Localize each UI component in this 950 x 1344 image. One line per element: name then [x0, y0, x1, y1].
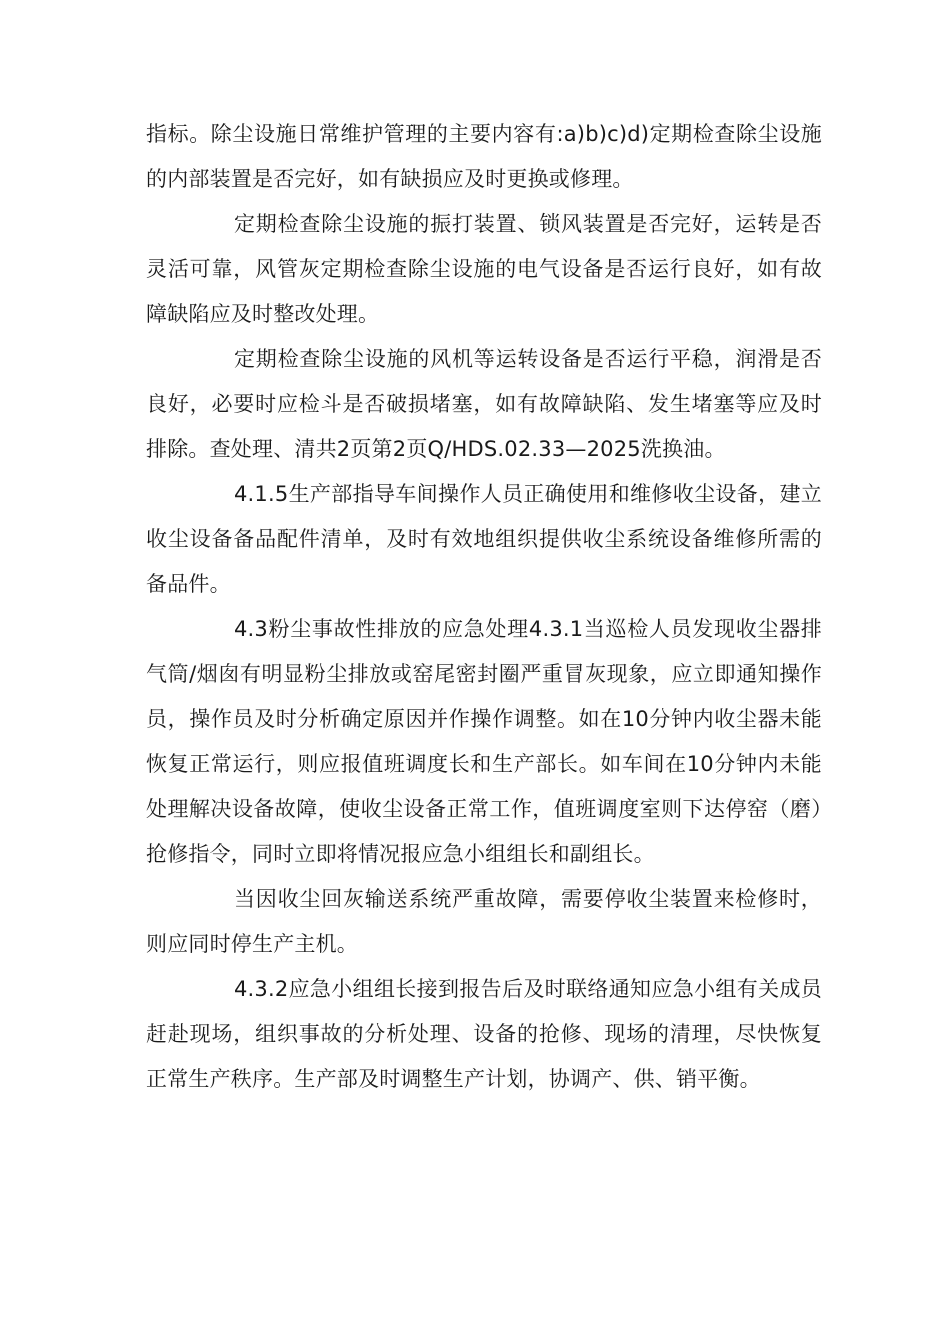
document-page: [146, 112, 822, 1102]
paragraph-2: 定期检查除尘设施的振打装置、锁风装置是否完好，运转是否灵活可靠，风管灰定期检查除尘设施的电气设备是否运行良好，如有故障缺陷应及时整改处理。: [146, 212, 822, 326]
paragraph-1: 指标。除尘设施日常维护管理的主要内容有:a)b)c)d)定期检查除尘设施的内部装置是否完好，如有缺损应及时更换或修理。: [146, 122, 822, 191]
paragraph-7: 4.3.2应急小组组长接到报告后及时联络通知应急小组有关成员赶赴现场，组织事故的分析处理、设备的抢修、现场的清理，尽快恢复正常生产秩序。生产部及时调整生产计划，协调产、供、销平衡。: [146, 977, 822, 1091]
paragraph-6: 当因收尘回灰输送系统严重故障，需要停收尘装置来检修时，则应同时停生产主机。: [146, 887, 822, 956]
paragraph-3: 定期检查除尘设施的风机等运转设备是否运行平稳，润滑是否良好，必要时应检斗是否破损堵塞，如有故障缺陷、发生堵塞等应及时排除。查处理、清共2页第2页Q/HDS.02.33—2025洗换油。: [146, 347, 822, 461]
paragraph-4: 4.1.5生产部指导车间操作人员正确使用和维修收尘设备，建立收尘设备备品配件清单，及时有效地组织提供收尘系统设备维修所需的备品件。: [146, 482, 822, 596]
paragraph-5: 4.3粉尘事故性排放的应急处理4.3.1当巡检人员发现收尘器排气筒/烟囱有明显粉尘排放或窑尾密封圈严重冒灰现象，应立即通知操作员，操作员及时分析确定原因并作操作调整。如在10分钟内收尘器未能恢复正常运行，则应报值班调度长和生产部长。如车间在10分钟内未能处理解决设备故障，使收尘设备正常工作，值班调度室则下达停窑（磨）抢修指令，同时立即将情况报应急小组组长和副组长。: [146, 617, 822, 866]
